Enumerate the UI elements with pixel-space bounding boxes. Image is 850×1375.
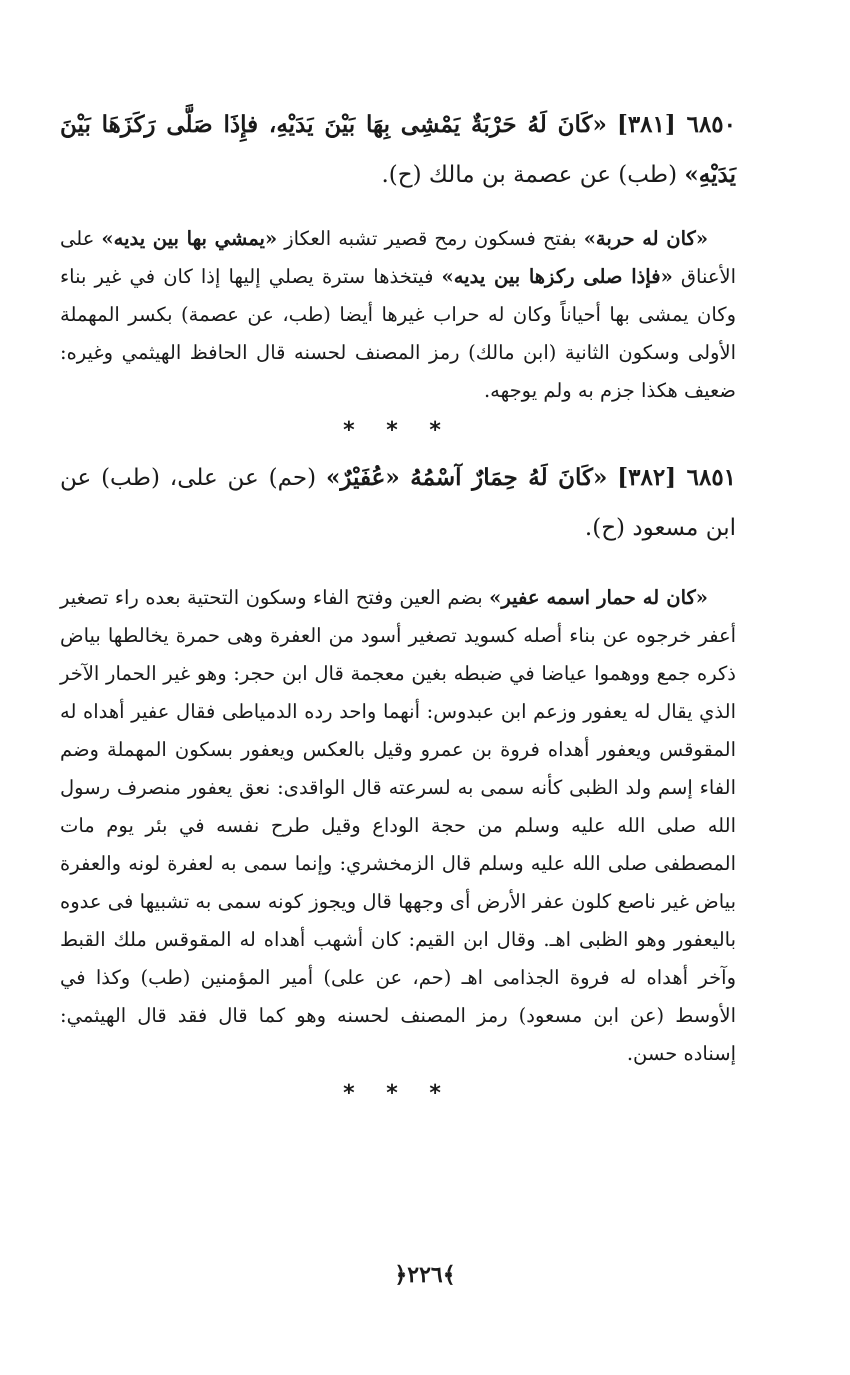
commentary-text: على الأعناق xyxy=(60,227,737,288)
commentary-text: فيتخذها سترة يصلي إليها إذا كان في غير بناء وكان يمشى بها أحياناً وكان له حراب غيرها أيضا (طب، عن عصمة) بكسر المهملة الأولى وسكون الثانية (ابن مالك) رمز المصنف لحسنه قال الحافظ الهيثمي وغيره: ضعيف هكذا جزم به ولم يوجهه. xyxy=(60,265,736,402)
commentary-text: بضم العين وفتح الفاء وسكون التحتية بعده راء تصغير أعفر خرجوه عن بناء أصله كسويد تصغير أسود من العفرة وهى حمرة يخالطها بياض ذكره جمع ووهموا عياضا في ضبطه بغين معجمة قال ابن حجر: وهو غير الحمار الآخر الذي يقال له يعفور وزعم ابن عبدوس: أنهما واحد رده الدمياطى فقال عفير أهداه له المقوقس ويعفور أهداه فروة بن عمرو وقيل بالعكس ويعفور بسكون المهملة وضم الفاء إسم ولد الظبى كأنه سمى به لسرعته قال الواقدى: نعق يعفور منصرف رسول الله صلى الله عليه وسلم من حجة الوداع وقيل طرح نفسه في بئر يوم مات المصطفى صلى الله عليه وسلم قال الزمخشري: وإنما سمى به لعفرة لونه والعفرة بياض غير ناصع كلون عفر الأرض أى وجهها قال ويجوز كونه سمى به تشبيها فى عدوه باليعفور وهو الظبى اهـ. وقال ابن القيم: كان أشهب أهداه له المقوقس ملك القبط وآخر أهداه له فروة الجذامى اهـ (حم، عن على) أمير المؤمنين (طب) وكذا في الأوسط (عن ابن مسعود) رمز المصنف لحسنه وهو كما قال فقد قال الهيثمي: إسناده حسن. xyxy=(60,586,736,1065)
commentary-text: بفتح فسكون رمح قصير تشبه العكاز xyxy=(277,227,584,250)
hadith-number: ٦٨٥٠ [٣٨١] xyxy=(616,111,737,138)
commentary-lead: «كان له حمار اسمه عفير» xyxy=(489,586,708,609)
commentary-6851 xyxy=(60,579,736,1073)
commentary-lead: «يمشي بها بين يديه» xyxy=(101,227,278,250)
commentary-6850 xyxy=(60,220,736,410)
section-separator: * * * xyxy=(343,1081,453,1106)
hadith-text: «كَانَ لَهُ حَرْبَةٌ يَمْشِى بِهَا بَيْنَ يَدَيْهِ، فإِذَا صَلَّى رَكَزَهَا بَيْنَ يَدَيْهِ» xyxy=(60,111,736,188)
commentary-lead: «كان له حربة» xyxy=(583,227,709,250)
hadith-source: (حم) عن على، (طب) عن ابن مسعود (ح). xyxy=(60,465,736,541)
hadith-source: (طب) عن عصمة بن مالك (ح). xyxy=(381,162,678,188)
page-number: ﴿٢٢٦﴾ xyxy=(394,1262,456,1288)
hadith-number: ٦٨٥١ [٣٨٢] xyxy=(617,464,737,491)
commentary-lead: «فإذا صلى ركزها بين يديه» xyxy=(441,265,673,288)
hadith-text: «كَانَ لَهُ حِمَارٌ آسْمُهُ «عُفَيْرٌ» xyxy=(325,464,608,491)
page-body xyxy=(60,100,736,1116)
hadith-entry-6851 xyxy=(60,453,736,553)
hadith-entry-6850 xyxy=(60,100,736,200)
section-separator: * * * xyxy=(343,418,453,443)
